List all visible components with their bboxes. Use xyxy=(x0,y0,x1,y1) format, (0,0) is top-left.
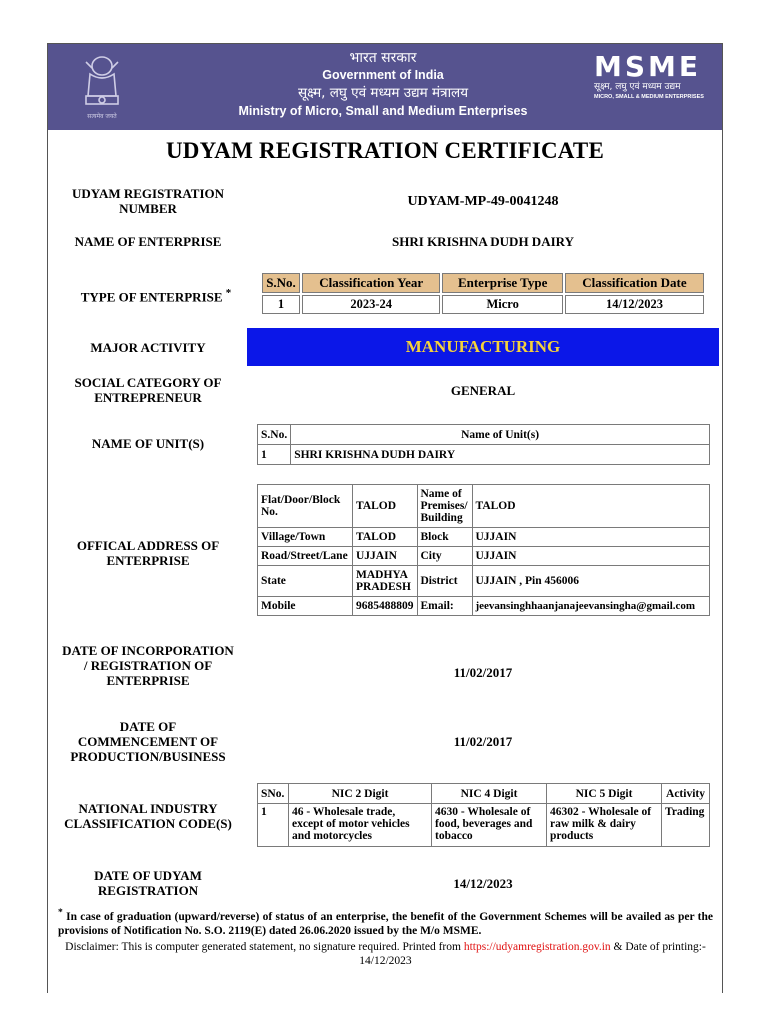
address-field-value: UJJAIN xyxy=(353,547,418,566)
footnote-text: In case of graduation (upward/reverse) of status of an enterprise, the benefit of the Government Schemes will be availed as per the provisions of Notification No. S.O. 2119(E) dated 26.06.2020 issued by the M/o MSME. xyxy=(58,910,713,937)
classification-header: Classification Date xyxy=(565,273,704,293)
address-field-label: Village/Town xyxy=(258,528,353,547)
nic-cell: 4630 - Wholesale of food, beverages and tobacco xyxy=(432,804,547,847)
udyam-registration-link[interactable]: https://udyamregistration.gov.in xyxy=(463,941,611,953)
address-field-value: UJJAIN xyxy=(472,547,710,566)
certificate-title: UDYAM REGISTRATION CERTIFICATE xyxy=(165,138,604,163)
address-field-label: Mobile xyxy=(258,597,353,616)
major-activity-value: MANUFACTURING xyxy=(247,328,719,366)
hindi-government: भारत सरकार xyxy=(349,50,417,66)
nic-header: NIC 5 Digit xyxy=(547,784,662,804)
social-category-value: GENERAL xyxy=(450,383,516,398)
address-field-label: Flat/Door/Block No. xyxy=(258,485,353,528)
udyam-date-label: DATE OF UDYAM REGISTRATION xyxy=(94,868,202,898)
enterprise-name-label: NAME OF ENTERPRISE xyxy=(74,234,222,249)
address-row xyxy=(258,566,710,597)
hindi-ministry: सूक्ष्म, लघु एवं मध्यम उद्यम मंत्रालय xyxy=(297,85,469,101)
udyam-date-value: 14/12/2023 xyxy=(453,876,513,891)
msme-hindi: सूक्ष्म, लघु एवं मध्यम उद्यम xyxy=(594,82,681,92)
emblem-motto: सत्यमेव जयते xyxy=(87,113,117,120)
nic-header: Activity xyxy=(662,784,710,804)
disclaimer xyxy=(58,940,713,968)
address-field-value: TALOD xyxy=(472,485,710,528)
classification-cell: Micro xyxy=(442,295,563,314)
units-cell: SHRI KRISHNA DUDH DAIRY xyxy=(291,445,710,465)
classification-header: Enterprise Type xyxy=(442,273,563,293)
units-header: Name of Unit(s) xyxy=(291,425,710,445)
ashoka-emblem-icon xyxy=(72,52,132,124)
units-header-row xyxy=(258,425,710,445)
reg-number-value: UDYAM-MP-49-0041248 xyxy=(407,194,559,209)
address-row xyxy=(258,597,710,616)
government-banner xyxy=(48,44,722,130)
address-label: OFFICAL ADDRESS OF ENTERPRISE xyxy=(76,538,220,568)
reg-number-label: UDYAM REGISTRATION NUMBER xyxy=(71,186,225,216)
address-row xyxy=(258,547,710,566)
footnote-star: * xyxy=(58,907,63,918)
address-field-value: TALOD xyxy=(353,485,418,528)
disclaimer-text: Disclaimer: This is computer generated statement, no signature required. Printed from xyxy=(65,941,461,953)
nic-table xyxy=(257,783,710,847)
graduation-footnote xyxy=(58,906,713,938)
address-field-value: UJJAIN , Pin 456006 xyxy=(472,566,710,597)
units-row xyxy=(258,445,710,465)
classification-table xyxy=(260,271,706,316)
msme-logo-text: MSME xyxy=(594,50,702,83)
incorporation-value: 11/02/2017 xyxy=(453,665,513,680)
address-field-label: State xyxy=(258,566,353,597)
nic-header: NIC 2 Digit xyxy=(289,784,432,804)
address-row xyxy=(258,528,710,547)
type-label-text: TYPE OF ENTERPRISE xyxy=(80,289,223,305)
classification-cell: 14/12/2023 xyxy=(565,295,704,314)
classification-row xyxy=(262,295,704,314)
major-activity-label: MAJOR ACTIVITY xyxy=(90,340,206,355)
type-label xyxy=(56,286,256,304)
nic-cell: Trading xyxy=(662,804,710,847)
nic-header-row xyxy=(258,784,710,804)
classification-header: Classification Year xyxy=(302,273,440,293)
printing-date: 14/12/2023 xyxy=(359,955,412,967)
government-of-india: Government of India xyxy=(322,68,444,82)
units-cell: 1 xyxy=(258,445,291,465)
disclaimer-suffix: & Date of printing:- xyxy=(613,941,706,953)
commencement-value: 11/02/2017 xyxy=(453,734,513,749)
enterprise-name-value: SHRI KRISHNA DUDH DAIRY xyxy=(392,234,574,249)
address-field-label: Email: xyxy=(417,597,472,616)
address-table xyxy=(257,484,710,616)
commencement-label: DATE OF COMMENCEMENT OF PRODUCTION/BUSINESS xyxy=(70,719,226,764)
nic-cell: 46 - Wholesale trade, except of motor vehicles and motorcycles xyxy=(289,804,432,847)
classification-cell: 2023-24 xyxy=(302,295,440,314)
units-label: NAME OF UNIT(S) xyxy=(91,436,205,451)
address-field-value: UJJAIN xyxy=(472,528,710,547)
type-star: * xyxy=(225,287,232,299)
msme-subtitle: MICRO, SMALL & MEDIUM ENTERPRISES xyxy=(594,94,704,100)
nic-cell: 1 xyxy=(258,804,289,847)
units-table xyxy=(257,424,710,465)
banner-center xyxy=(198,50,568,120)
ministry-name: Ministry of Micro, Small and Medium Enterprises xyxy=(238,104,528,118)
msme-logo xyxy=(594,52,704,101)
classification-header-row xyxy=(262,273,704,293)
units-header: S.No. xyxy=(258,425,291,445)
address-field-value: MADHYA PRADESH xyxy=(353,566,418,597)
address-row xyxy=(258,485,710,528)
address-field-label: City xyxy=(417,547,472,566)
incorporation-label: DATE OF INCORPORATION / REGISTRATION OF ENTERPRISE xyxy=(62,643,234,688)
social-category-label: SOCIAL CATEGORY OF ENTREPRENEUR xyxy=(74,375,222,405)
address-field-value: 9685488809 xyxy=(353,597,418,616)
classification-header: S.No. xyxy=(262,273,300,293)
address-field-label: Block xyxy=(417,528,472,547)
address-email-value: jeevansinghhaanjanajeevansingha@gmail.com xyxy=(472,597,710,616)
nic-header: NIC 4 Digit xyxy=(432,784,547,804)
address-field-label: District xyxy=(417,566,472,597)
classification-cell: 1 xyxy=(262,295,300,314)
nic-cell: 46302 - Wholesale of raw milk & dairy products xyxy=(547,804,662,847)
address-field-label: Name of Premises/ Building xyxy=(417,485,472,528)
nic-row xyxy=(258,804,710,847)
address-field-value: TALOD xyxy=(353,528,418,547)
nic-label: NATIONAL INDUSTRY CLASSIFICATION CODE(S) xyxy=(64,801,232,831)
address-field-label: Road/Street/Lane xyxy=(258,547,353,566)
nic-header: SNo. xyxy=(258,784,289,804)
